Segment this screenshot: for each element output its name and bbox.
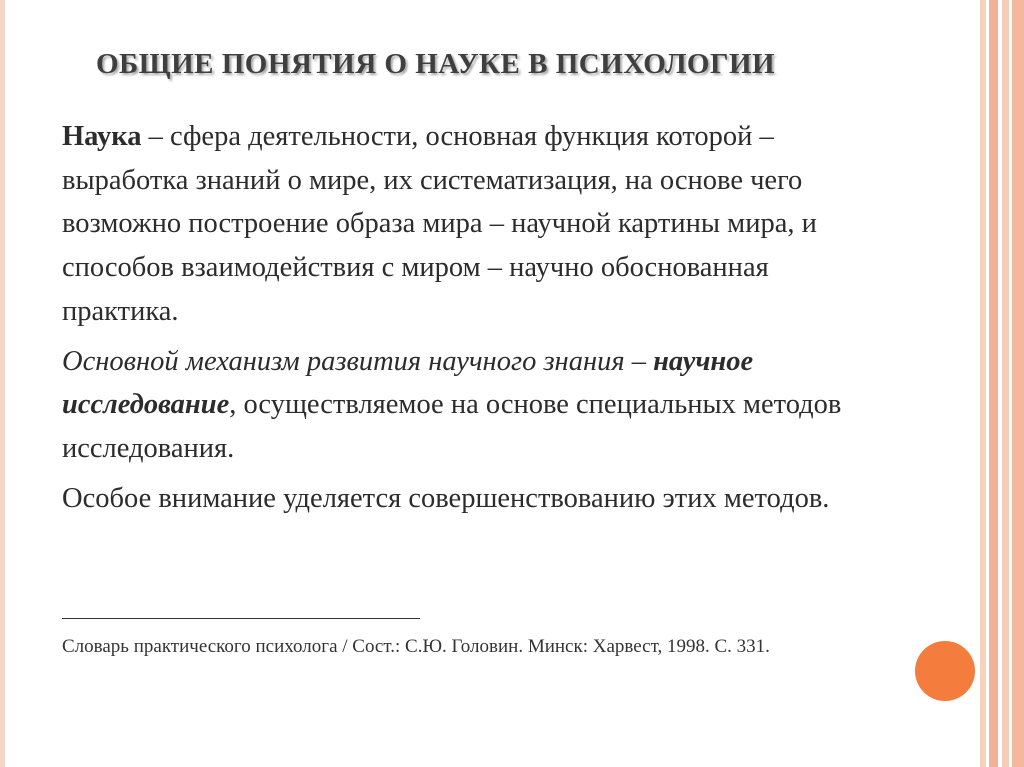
stripe [989, 0, 998, 767]
stripe [1012, 0, 1024, 767]
mechanism-paragraph [62, 340, 892, 471]
methods-paragraph [62, 477, 892, 521]
stripe [1002, 0, 1009, 767]
footnote: Словарь практического психолога / Сост.: С.Ю. Головин. Минск: Харвест, 1998. С. 331. [62, 636, 770, 657]
term-science: Наука [62, 121, 142, 152]
definition-paragraph [62, 115, 892, 334]
mechanism-rest: , осуществляемое на основе специальных методов исследования. [62, 389, 842, 464]
slide-body [62, 115, 892, 520]
methods-text: Особое внимание уделяется совершенствованию этих методов. [62, 482, 830, 514]
footnote-divider [62, 618, 420, 619]
definition-text: – сфера деятельности, основная функция которой – выработка знаний о мире, их систематизация, на основе чего возможно построение образа мира – научной картины мира, и способов взаимодействия с миром – научно обоснованная практика. [62, 121, 817, 327]
slide-frame-left [0, 0, 5, 767]
decorative-stripes [980, 0, 1024, 767]
mechanism-intro: Основной механизм развития научного знания – [62, 345, 654, 377]
term-research: научное исследование [62, 345, 754, 421]
slide-title: ОБЩИЕ ПОНЯТИЯ О НАУКЕ В ПСИХОЛОГИИ [96, 48, 776, 80]
decorative-circle [915, 641, 975, 701]
